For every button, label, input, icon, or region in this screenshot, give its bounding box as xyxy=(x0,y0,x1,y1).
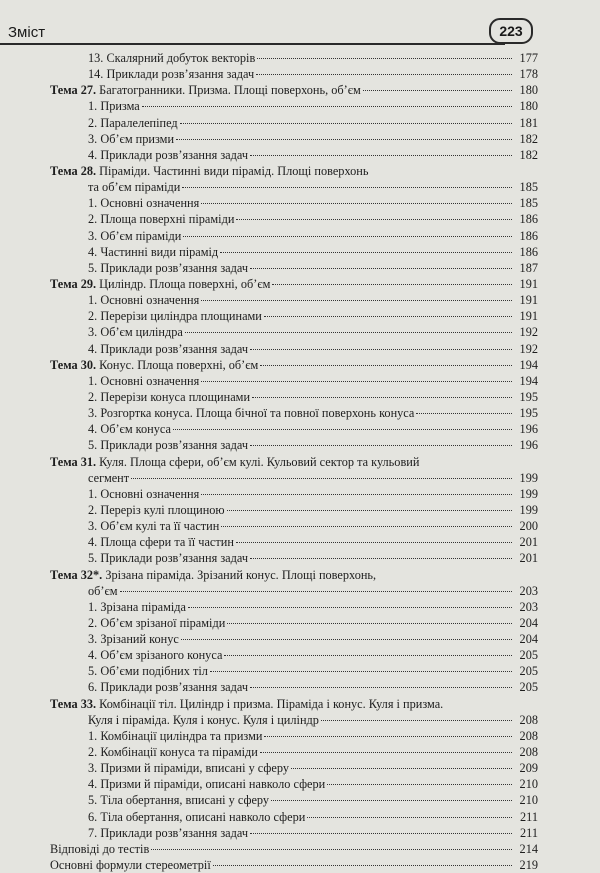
table-of-contents xyxy=(50,50,538,873)
topic-number: Тема 31. xyxy=(50,454,97,469)
entry-title: Тіла обертання, вписані у сферу xyxy=(100,793,270,808)
entry-title: Об’єм кулі та її частин xyxy=(100,519,220,534)
toc-entry xyxy=(50,470,538,486)
toc-entry xyxy=(50,663,538,679)
entry-title: Приклади розв’язання задач xyxy=(100,260,249,275)
entry-number: 4. xyxy=(88,535,98,550)
toc-entry xyxy=(50,679,538,695)
entry-title: Основні означення xyxy=(100,486,200,501)
entry-page-number: 201 xyxy=(519,535,538,550)
topic-title: Конус. Площа поверхні, об’єм xyxy=(99,357,259,372)
dot-leader xyxy=(257,58,512,59)
dot-leader xyxy=(221,526,512,527)
entry-title: Зрізана піраміда xyxy=(100,599,186,614)
toc-entry xyxy=(50,825,538,841)
entry-title: Приклади розв’язання задач xyxy=(100,551,249,566)
dot-leader xyxy=(201,381,512,382)
toc-entry xyxy=(50,228,538,244)
entry-title-continued: Куля і піраміда. Куля і конус. Куля і циліндр xyxy=(88,712,319,727)
dot-leader xyxy=(363,90,512,91)
entry-number: 14. xyxy=(88,67,104,82)
entry-number: 5. xyxy=(88,260,98,275)
dot-leader xyxy=(327,784,512,785)
toc-entry xyxy=(50,454,538,470)
topic-title: Комбінації тіл. Циліндр і призма. Піраміда і конус. Куля і призма. xyxy=(99,696,444,711)
entry-page-number: 191 xyxy=(519,293,538,308)
toc-entry xyxy=(50,647,538,663)
dot-leader xyxy=(176,139,512,140)
entry-number: 1. xyxy=(88,373,98,388)
toc-entry xyxy=(50,179,538,195)
entry-page-number: 186 xyxy=(519,212,538,227)
entry-number: 3. xyxy=(88,131,98,146)
entry-number: 5. xyxy=(88,793,98,808)
dot-leader xyxy=(264,736,512,737)
entry-page-number: 186 xyxy=(519,244,538,259)
entry-page-number: 187 xyxy=(519,260,538,275)
entry-page-number: 178 xyxy=(519,67,538,82)
entry-number: 3. xyxy=(88,761,98,776)
toc-entry xyxy=(50,389,538,405)
entry-number: 3. xyxy=(88,519,98,534)
dot-leader xyxy=(416,413,512,414)
entry-page-number: 194 xyxy=(519,373,538,388)
entry-page-number: 196 xyxy=(519,422,538,437)
entry-page-number: 208 xyxy=(519,745,538,760)
entry-page-number: 180 xyxy=(519,83,538,98)
toc-entry xyxy=(50,244,538,260)
entry-title: Об’єм циліндра xyxy=(100,325,183,340)
toc-entry xyxy=(50,599,538,615)
toc-entry xyxy=(50,98,538,114)
toc-entry xyxy=(50,792,538,808)
toc-entry xyxy=(50,147,538,163)
entry-page-number: 181 xyxy=(519,115,538,130)
header-rule xyxy=(0,43,505,45)
dot-leader xyxy=(201,300,512,301)
entry-page-number: 192 xyxy=(519,325,538,340)
dot-leader xyxy=(236,542,512,543)
entry-title: Об’єм зрізаної піраміди xyxy=(100,615,226,630)
entry-number: 3. xyxy=(88,632,98,647)
dot-leader xyxy=(250,833,512,834)
entry-title: Перерізи конуса площинами xyxy=(100,389,251,404)
dot-leader xyxy=(256,74,512,75)
dot-leader xyxy=(185,332,512,333)
entry-number: 2. xyxy=(88,615,98,630)
topic-number: Тема 33. xyxy=(50,696,97,711)
toc-entry xyxy=(50,66,538,82)
entry-page-number: 203 xyxy=(519,583,538,598)
entry-number: 3. xyxy=(88,228,98,243)
entry-number: 3. xyxy=(88,406,98,421)
entry-page-number: 210 xyxy=(519,777,538,792)
entry-number: 2. xyxy=(88,309,98,324)
entry-number: 4. xyxy=(88,244,98,259)
toc-entry xyxy=(50,292,538,308)
dot-leader xyxy=(250,687,512,688)
entry-title: Площа сфери та її частин xyxy=(100,535,234,550)
entry-page-number: 191 xyxy=(519,276,538,291)
entry-page-number: 204 xyxy=(519,615,538,630)
entry-title: Перерізи циліндра площинами xyxy=(100,309,262,324)
entry-title: Комбінації конуса та піраміди xyxy=(100,745,258,760)
entry-title: Приклади розв’язання задач xyxy=(106,67,255,82)
dot-leader xyxy=(181,639,512,640)
dot-leader xyxy=(182,187,512,188)
entry-page-number: 194 xyxy=(519,357,538,372)
entry-page-number: 219 xyxy=(519,858,538,873)
toc-entry xyxy=(50,776,538,792)
topic-title: Піраміди. Частинні види пірамід. Площі поверхонь xyxy=(99,163,369,178)
toc-entry xyxy=(50,631,538,647)
entry-page-number: 211 xyxy=(520,809,538,824)
dot-leader xyxy=(321,720,512,721)
topic-title: Багатогранники. Призма. Площі поверхонь, об’єм xyxy=(99,83,361,98)
entry-title: Приклади розв’язання задач xyxy=(100,341,249,356)
entry-title: Об’єми подібних тіл xyxy=(100,664,208,679)
toc-entry xyxy=(50,324,538,340)
entry-title: Об’єм призми xyxy=(100,131,175,146)
dot-leader xyxy=(188,607,512,608)
dot-leader xyxy=(250,155,512,156)
entry-page-number: 203 xyxy=(519,599,538,614)
topic-number: Тема 28. xyxy=(50,163,97,178)
entry-number: 7. xyxy=(88,825,98,840)
dot-leader xyxy=(201,203,512,204)
toc-entry xyxy=(50,809,538,825)
entry-page-number: 205 xyxy=(519,680,538,695)
entry-number: 1. xyxy=(88,486,98,501)
dot-leader xyxy=(272,284,512,285)
dot-leader xyxy=(224,655,512,656)
toc-entry xyxy=(50,276,538,292)
toc-entry xyxy=(50,550,538,566)
entry-title: Приклади розв’язання задач xyxy=(100,825,249,840)
entry-title: Основні означення xyxy=(100,196,200,211)
entry-title: Призми й піраміди, описані навколо сфери xyxy=(100,777,326,792)
topic-number: Тема 30. xyxy=(50,357,97,372)
toc-entry xyxy=(50,373,538,389)
dot-leader xyxy=(271,800,512,801)
topic-title: Зрізана піраміда. Зрізаний конус. Площі поверхонь, xyxy=(105,567,377,582)
toc-entry xyxy=(50,421,538,437)
toc-entry xyxy=(50,567,538,583)
toc-entry xyxy=(50,405,538,421)
dot-leader xyxy=(250,445,512,446)
toc-entry xyxy=(50,195,538,211)
dot-leader xyxy=(291,768,512,769)
entry-title: Тіла обертання, описані навколо сфери xyxy=(100,809,306,824)
entry-page-number: 185 xyxy=(519,180,538,195)
toc-entry xyxy=(50,744,538,760)
entry-number: 1. xyxy=(88,196,98,211)
toc-entry xyxy=(50,357,538,373)
entry-number: 6. xyxy=(88,680,98,695)
dot-leader xyxy=(183,236,512,237)
toc-entry xyxy=(50,82,538,98)
entry-number: 6. xyxy=(88,809,98,824)
toc-entry xyxy=(50,615,538,631)
entry-page-number: 196 xyxy=(519,438,538,453)
entry-title: Паралелепіпед xyxy=(100,115,178,130)
toc-entry xyxy=(50,163,538,179)
dot-leader xyxy=(307,817,512,818)
entry-page-number: 195 xyxy=(519,389,538,404)
toc-entry xyxy=(50,841,538,857)
toc-entry xyxy=(50,260,538,276)
entry-page-number: 209 xyxy=(519,761,538,776)
entry-title-continued: сегмент xyxy=(88,470,130,485)
toc-entry xyxy=(50,486,538,502)
entry-title: Основні означення xyxy=(100,293,200,308)
toc-entry xyxy=(50,502,538,518)
topic-number: Тема 29. xyxy=(50,276,97,291)
toc-entry xyxy=(50,308,538,324)
topic-number: Тема 27. xyxy=(50,83,97,98)
entry-number: 5. xyxy=(88,664,98,679)
toc-entry xyxy=(50,131,538,147)
dot-leader xyxy=(250,558,512,559)
topic-title: Куля. Площа сфери, об’єм кулі. Кульовий сектор та кульовий xyxy=(99,454,420,469)
dot-leader xyxy=(131,478,512,479)
toc-entry xyxy=(50,728,538,744)
entry-number: 13. xyxy=(88,51,104,65)
entry-page-number: 208 xyxy=(519,728,538,743)
entry-number: 4. xyxy=(88,341,98,356)
entry-title: Призма xyxy=(100,99,140,114)
entry-number: 4. xyxy=(88,648,98,663)
entry-number: 1. xyxy=(88,728,98,743)
entry-number: 2. xyxy=(88,745,98,760)
entry-title: Зрізаний конус xyxy=(100,632,179,647)
entry-number: 4. xyxy=(88,777,98,792)
entry-number: 4. xyxy=(88,422,98,437)
entry-number: 2. xyxy=(88,502,98,517)
dot-leader xyxy=(151,849,512,850)
entry-page-number: 186 xyxy=(519,228,538,243)
entry-page-number: 185 xyxy=(519,196,538,211)
dot-leader xyxy=(220,252,512,253)
dot-leader xyxy=(227,510,512,511)
entry-title: Площа поверхні піраміди xyxy=(100,212,235,227)
entry-number: 1. xyxy=(88,599,98,614)
toc-entry xyxy=(50,857,538,873)
entry-title: Приклади розв’язання задач xyxy=(100,147,249,162)
entry-page-number: 201 xyxy=(519,551,538,566)
toc-entry xyxy=(50,211,538,227)
entry-number: 2. xyxy=(88,212,98,227)
toc-entry xyxy=(50,583,538,599)
entry-page-number: 182 xyxy=(519,131,538,146)
dot-leader xyxy=(210,671,512,672)
entry-page-number: 210 xyxy=(519,793,538,808)
dot-leader xyxy=(250,349,512,350)
toc-entry xyxy=(50,518,538,534)
entry-number: 1. xyxy=(88,293,98,308)
entry-title: Об’єм конуса xyxy=(100,422,171,437)
entry-number: 2. xyxy=(88,389,98,404)
entry-page-number: 205 xyxy=(519,664,538,679)
entry-number: 1. xyxy=(88,99,98,114)
dot-leader xyxy=(227,623,512,624)
entry-title: Приклади розв’язання задач xyxy=(100,438,249,453)
entry-title: Відповіді до тестів xyxy=(50,841,150,856)
entry-title: Основні формули стереометрії xyxy=(50,858,211,873)
dot-leader xyxy=(264,316,512,317)
entry-title: Переріз кулі площиною xyxy=(100,502,225,517)
toc-entry xyxy=(50,696,538,712)
entry-title-continued: об’єм xyxy=(88,583,118,598)
entry-title: Призми й піраміди, вписані у сферу xyxy=(100,761,289,776)
entry-page-number: 192 xyxy=(519,341,538,356)
page-header xyxy=(0,0,600,44)
entry-title: Об’єм піраміди xyxy=(100,228,182,243)
entry-title: Частинні види пірамід xyxy=(100,244,219,259)
dot-leader xyxy=(252,397,512,398)
dot-leader xyxy=(260,365,512,366)
toc-entry xyxy=(50,115,538,131)
dot-leader xyxy=(213,865,512,866)
dot-leader xyxy=(250,268,512,269)
toc-entry xyxy=(50,50,538,66)
dot-leader xyxy=(201,494,512,495)
entry-title-continued: та об’єм піраміди xyxy=(88,180,181,195)
entry-page-number: 180 xyxy=(519,99,538,114)
entry-page-number: 208 xyxy=(519,712,538,727)
page-number-badge: 223 xyxy=(489,18,533,44)
entry-title: Комбінації циліндра та призми xyxy=(100,728,263,743)
dot-leader xyxy=(260,752,512,753)
topic-title: Циліндр. Площа поверхні, об’єм xyxy=(99,276,271,291)
entry-page-number: 191 xyxy=(519,309,538,324)
entry-page-number: 199 xyxy=(519,486,538,501)
entry-page-number: 182 xyxy=(519,147,538,162)
dot-leader xyxy=(120,591,512,592)
entry-page-number: 214 xyxy=(519,841,538,856)
dot-leader xyxy=(236,219,512,220)
entry-title: Розгортка конуса. Площа бічної та повної поверхонь конуса xyxy=(100,406,415,421)
entry-page-number: 211 xyxy=(520,825,538,840)
topic-number: Тема 32*. xyxy=(50,567,103,582)
entry-page-number: 205 xyxy=(519,648,538,663)
entry-page-number: 177 xyxy=(519,51,538,65)
entry-page-number: 204 xyxy=(519,632,538,647)
entry-number: 2. xyxy=(88,115,98,130)
section-title: Зміст xyxy=(8,24,46,41)
dot-leader xyxy=(173,429,512,430)
toc-entry xyxy=(50,341,538,357)
toc-entry xyxy=(50,712,538,728)
dot-leader xyxy=(142,106,512,107)
entry-number: 4. xyxy=(88,147,98,162)
toc-entry xyxy=(50,760,538,776)
entry-page-number: 199 xyxy=(519,502,538,517)
entry-number: 3. xyxy=(88,325,98,340)
entry-number: 5. xyxy=(88,551,98,566)
entry-number: 5. xyxy=(88,438,98,453)
entry-title: Основні означення xyxy=(100,373,200,388)
entry-page-number: 195 xyxy=(519,406,538,421)
entry-page-number: 199 xyxy=(519,470,538,485)
toc-entry xyxy=(50,437,538,453)
toc-entry xyxy=(50,534,538,550)
entry-title: Скалярний добуток векторів xyxy=(106,51,256,65)
entry-title: Приклади розв’язання задач xyxy=(100,680,249,695)
entry-title: Об’єм зрізаного конуса xyxy=(100,648,223,663)
entry-page-number: 200 xyxy=(519,519,538,534)
dot-leader xyxy=(180,123,512,124)
